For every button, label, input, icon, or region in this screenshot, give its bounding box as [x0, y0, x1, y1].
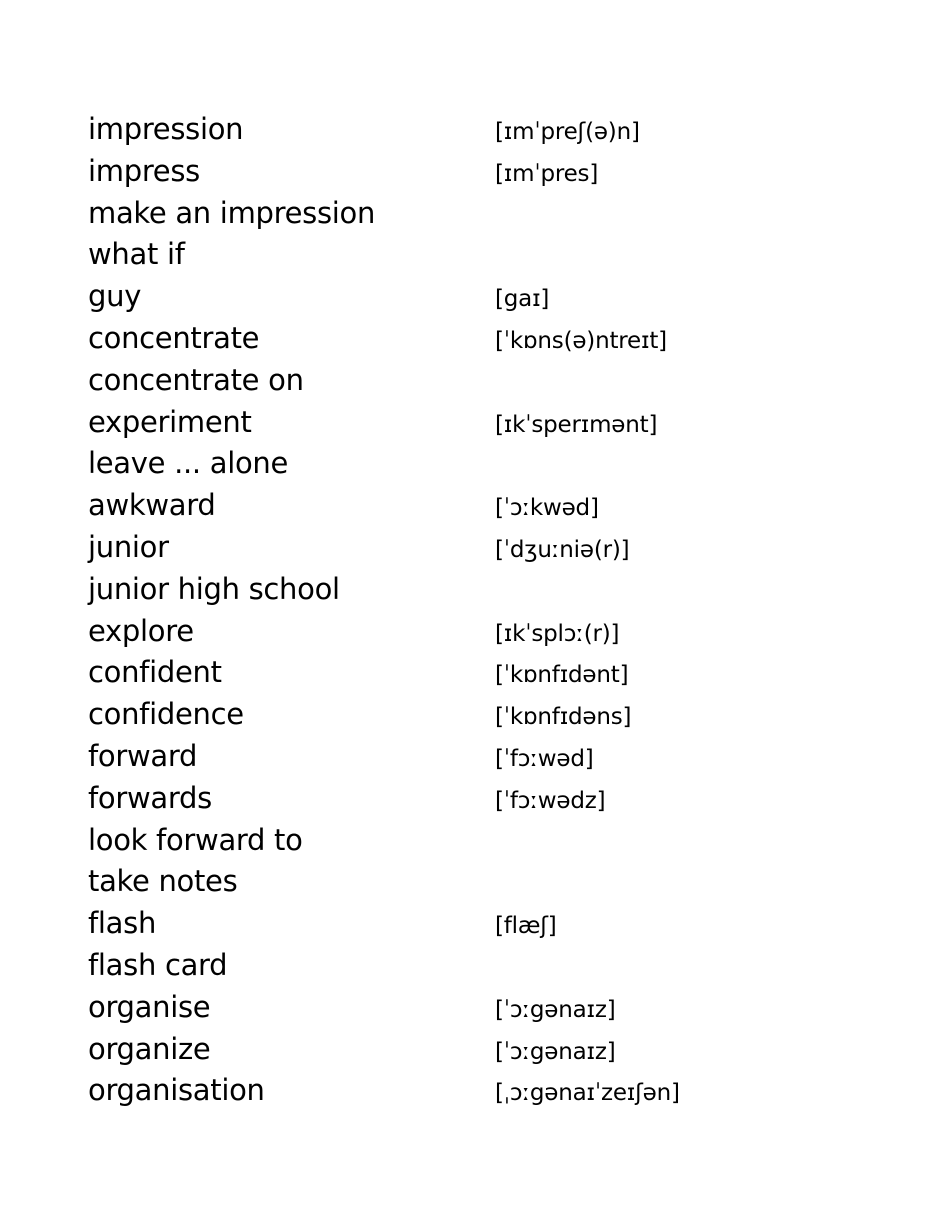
- vocab-word: junior high school: [88, 571, 340, 606]
- vocab-word: take notes: [88, 864, 238, 899]
- vocab-row: [88, 1073, 888, 1115]
- vocab-row: [88, 530, 888, 572]
- vocab-word: impression: [88, 112, 244, 146]
- vocab-phonetic: [ˈɔːgənaɪz]: [495, 996, 616, 1023]
- vocab-phonetic: [ˈkɒnfɪdənt]: [495, 662, 629, 689]
- vocab-row: [88, 154, 888, 196]
- vocab-word: make an impression: [88, 195, 376, 230]
- vocab-phonetic: [ˈɔːkwəd]: [495, 495, 599, 522]
- vocab-phonetic: [ɪmˈpreʃ(ə)n]: [495, 119, 640, 145]
- vocab-word: organize: [88, 1031, 211, 1066]
- vocab-row: [88, 279, 888, 321]
- vocab-phonetic: [gaɪ]: [495, 286, 550, 313]
- vocab-word: leave ... alone: [88, 446, 289, 481]
- vocab-row: [88, 446, 888, 488]
- vocab-row: [88, 990, 888, 1032]
- vocab-word: flash card: [88, 947, 228, 982]
- vocab-phonetic: [flæʃ]: [495, 913, 557, 940]
- vocab-row: [88, 237, 888, 279]
- vocab-row: [88, 739, 888, 781]
- vocab-phonetic: [ɪmˈpres]: [495, 160, 599, 187]
- vocab-word: confident: [88, 655, 222, 690]
- vocab-word: organisation: [88, 1073, 265, 1108]
- vocab-word: concentrate on: [88, 362, 304, 397]
- vocab-phonetic: [ˈɔːgənaɪz]: [495, 1038, 616, 1065]
- vocab-row: [88, 112, 888, 154]
- vocab-word: forward: [88, 738, 198, 773]
- vocab-word: forwards: [88, 780, 212, 815]
- vocab-word: impress: [88, 153, 200, 188]
- vocab-phonetic: [ˈkɒns(ə)ntreɪt]: [495, 327, 667, 354]
- vocab-row: [88, 614, 888, 656]
- vocab-phonetic: [ˈdʒuːniə(r)]: [495, 536, 630, 563]
- vocab-row: [88, 363, 888, 405]
- vocab-word: look forward to: [88, 822, 303, 857]
- vocab-row: [88, 405, 888, 447]
- vocab-word: awkward: [88, 488, 216, 523]
- vocab-row: [88, 196, 888, 238]
- vocab-word: junior: [88, 529, 169, 564]
- vocab-phonetic: [ˈfɔːwədz]: [495, 787, 606, 814]
- vocab-row: [88, 906, 888, 948]
- vocab-word: organise: [88, 989, 211, 1024]
- vocab-word: explore: [88, 613, 194, 648]
- vocab-row: [88, 781, 888, 823]
- vocab-row: [88, 321, 888, 363]
- vocab-row: [88, 697, 888, 739]
- vocab-row: [88, 488, 888, 530]
- vocab-phonetic: [ɪkˈsperɪmənt]: [495, 411, 658, 438]
- vocab-phonetic: [ɪkˈsplɔː(r)]: [495, 620, 620, 647]
- vocab-word: guy: [88, 279, 142, 314]
- vocab-row: [88, 948, 888, 990]
- vocab-word: experiment: [88, 404, 252, 439]
- vocab-row: [88, 655, 888, 697]
- vocab-row: [88, 1032, 888, 1074]
- vocab-row: [88, 823, 888, 865]
- vocab-word: confidence: [88, 697, 244, 732]
- vocab-row: [88, 572, 888, 614]
- vocab-row: [88, 864, 888, 906]
- vocab-word: concentrate: [88, 320, 260, 355]
- vocab-phonetic: [ˌɔːgənaɪˈzeɪʃən]: [495, 1080, 680, 1107]
- vocabulary-list: [88, 112, 888, 1115]
- vocab-phonetic: [ˈfɔːwəd]: [495, 745, 594, 772]
- vocab-word: what if: [88, 237, 185, 272]
- vocab-word: flash: [88, 906, 157, 941]
- vocab-phonetic: [ˈkɒnfɪdəns]: [495, 704, 632, 731]
